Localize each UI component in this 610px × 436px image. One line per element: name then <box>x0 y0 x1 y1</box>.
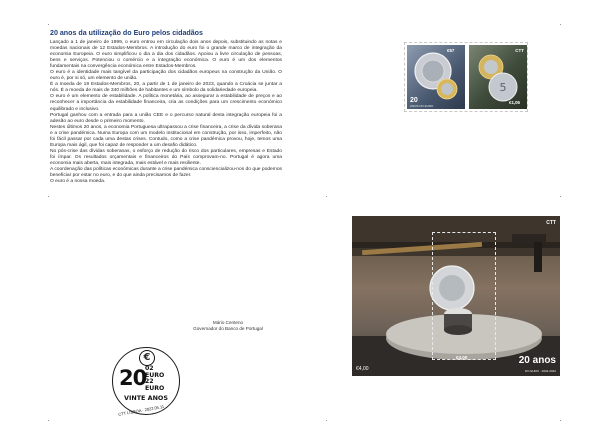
crop-mark <box>48 196 49 197</box>
paragraph: Nestes últimos 20 anos, a economia Portuguesa ultrapassou a crise financeira, a crise da dívida soberana e a crise pandémica. Numa Europa com um modelo institucional em construção, por isso, imperfeito, não foi fácil passar por cada uma destas crises. Contudo, como a crise pandémica provou, hoje, temos uma Europa mais ágil, que foi capaz de responder a um desafio didático. <box>50 124 282 148</box>
sheet-stamp-value: €4,00 <box>456 355 468 360</box>
crop-mark <box>560 24 561 25</box>
signature-block <box>168 320 288 332</box>
paragraph: No pós-crise das dívidas soberanas, o esforço de redução do risco dos particulares, empresas e Estado foi ímpar. Os resultados orçamentais e financeiros do País comprovam-no. Portugal é agora uma economia mais aberta, mais integrada, mais estável e mais resiliente. <box>50 148 282 166</box>
article <box>50 29 282 185</box>
paragraph: O euro é a nossa moeda. <box>50 179 106 185</box>
signature-name: Mário Centeno <box>212 320 244 325</box>
souvenir-sheet <box>352 216 560 376</box>
postmark <box>112 347 180 415</box>
paragraph: O euro é um elemento de estabilidade. A política monetária, ao assegurar a estabilidade de preços e ao reconhecer a importância da estabilidade financeira, cria as condições para um crescimento económico equilibrado e inclusivo. <box>50 94 282 112</box>
signature-role: Governador do Banco de Portugal <box>193 326 263 331</box>
paragraph: É a moeda de 19 Estados-Membros, 20, a partir de 1 de janeiro de 2023, quando a Croácia se juntar a nós. É a moeda de mais de 340 milhões de habitantes e um símbolo da solidariedade europeia. <box>50 82 282 94</box>
sheet-subtitle: DO EURO · 2002-2022 <box>524 369 556 373</box>
postmark-stack-line: EURO <box>145 384 165 392</box>
article-title: 20 anos da utilização do Euro pelos cidadãos <box>50 29 203 37</box>
stamp-ctt-logo: CTT <box>515 48 524 53</box>
paragraph: A coordenação das políticas económicas durante a crise pandémica consciencializou-nos do que podemos beneficiar por estar no euro, e do que ainda precisamos de fazer. <box>50 166 282 179</box>
postmark-location: CTT LISBOA · 2022.05.11 <box>117 403 165 417</box>
postmark-stack-line: 02 <box>145 365 154 372</box>
paragraph: Portugal ganhou com a entrada para a união CEE e o percurso natural desta integração europeia foi a adesão ao euro desde o primeiro momento. <box>50 112 282 124</box>
crop-mark <box>326 420 327 421</box>
postmark-stack-line: 22 <box>145 378 154 386</box>
crop-mark <box>560 420 561 421</box>
sheet-ctt-logo: CTT <box>546 220 556 226</box>
stamp-left <box>407 45 465 109</box>
stamp-value: €57 <box>447 48 455 53</box>
stamp-sub: ANOS DO EURO <box>410 104 434 108</box>
crop-mark <box>48 24 49 25</box>
svg-text:5: 5 <box>499 81 507 94</box>
crop-mark <box>48 420 49 421</box>
euro-symbol-icon: € <box>139 350 155 366</box>
stamp-big: 20 <box>410 97 418 104</box>
paragraph: Lançado a 1 de janeiro de 1999, o euro entrou em circulação dois anos depois, substituindo as notas e moedas nacionais de 12 Estados-Membros. A introdução do euro foi o grande marco de integração da economia Europeia. O euro simplificou o dia a dia dos cidadãos. Apoiou a livre circulação de pessoas, bens e serviços. Potenciou o comércio e a integração económica. O euro é um dos elementos fundamentais na convergência económica entre Estados-Membros. <box>50 40 282 70</box>
postmark-stack <box>145 366 164 392</box>
postmark-stack-line: EURO <box>145 371 165 379</box>
sheet-corner-value: €4,00 <box>356 366 369 372</box>
paragraph: O euro é a identidade mais tangível da participação dos cidadãos europeus na construção da União. O euro é, por si só, um elemento de união. <box>50 70 282 82</box>
crop-mark <box>560 196 561 197</box>
crop-mark <box>326 196 327 197</box>
stamp-pair <box>404 42 528 112</box>
stamp-value: €1,05 <box>509 100 520 105</box>
sheet-stamp-frame <box>432 232 496 360</box>
postmark-number: 20 <box>119 366 147 390</box>
sheet-title: 20 anos <box>518 355 556 366</box>
stamp-right <box>469 45 527 109</box>
postmark-caption: VINTE ANOS <box>124 394 168 402</box>
